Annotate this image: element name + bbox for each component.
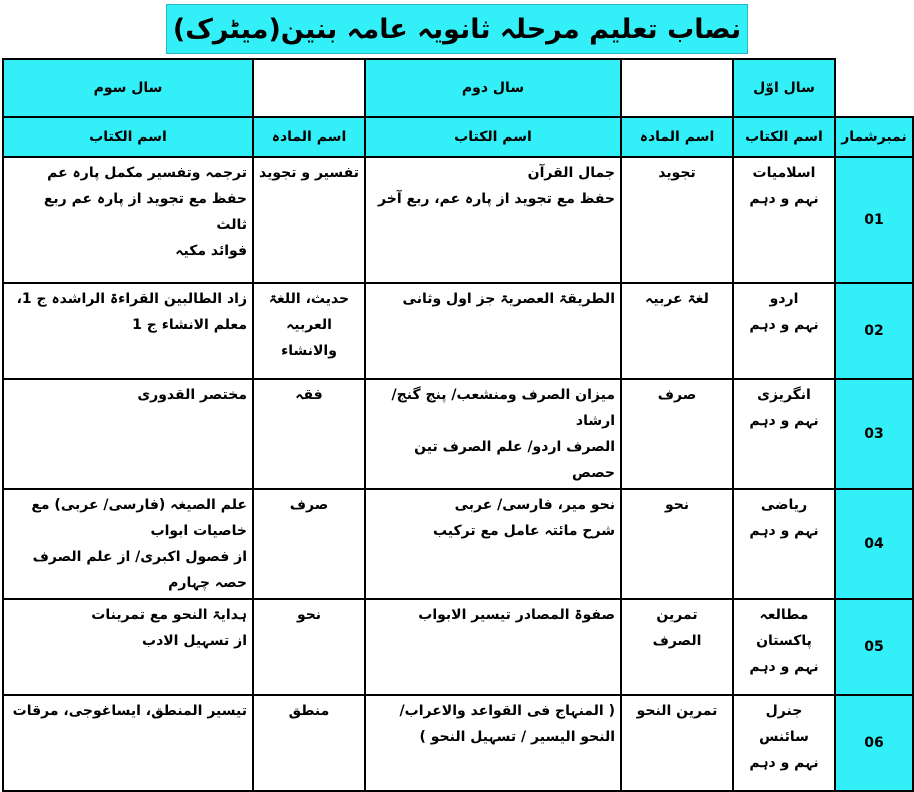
subject-cell-year1 <box>733 695 835 791</box>
row-number-cell: 03 <box>835 379 913 489</box>
subject-cell-year2 <box>621 599 733 695</box>
cell-text-line: النحو الیسیر / تسہیل النحو ) <box>419 729 615 745</box>
col-header-book-3: اسم الکتاب <box>3 117 253 157</box>
cell-text-line: معلم الانشاء ج 1 <box>132 317 247 333</box>
cell-text-line: نہم و دہم <box>749 523 819 539</box>
cell-text-line: صرف <box>657 387 697 403</box>
cell-text-line: ( المنہاج فی القواعد والاعراب/ <box>399 703 615 719</box>
cell-text-line: صفوۃ المصادر تیسیر الابواب <box>418 607 615 623</box>
row-number-cell: 06 <box>835 695 913 791</box>
empty-header-cell <box>621 59 733 117</box>
cell-text-line: الصرف اردو/ علم الصرف تین حصص <box>414 439 615 481</box>
book-cell-year2 <box>365 599 621 695</box>
table-row <box>3 489 913 599</box>
cell-text-line: نہم و دہم <box>749 191 819 207</box>
book-cell-year3 <box>3 157 253 283</box>
year-second-header: سال دوم <box>365 59 621 117</box>
subject-cell-year1 <box>733 379 835 489</box>
table-row <box>3 157 913 283</box>
empty-corner-cell <box>835 59 913 117</box>
cell-text-line: نہم و دہم <box>749 317 819 333</box>
year-third-header: سال سوم <box>3 59 253 117</box>
cell-text-line: اردو <box>769 291 799 307</box>
subject-cell-year3 <box>253 379 365 489</box>
cell-text-line: علم الصیغہ (فارسی/ عربی) مع خاصیات ابواب <box>31 497 247 539</box>
cell-text-line: حفظ مع تجوید از پارہ عم، ربع آخر <box>378 191 615 207</box>
col-header-book-2: اسم الکتاب <box>365 117 621 157</box>
cell-text-line: صرف <box>289 497 329 513</box>
cell-text-line: ریاضی <box>760 497 808 513</box>
book-cell-year3 <box>3 695 253 791</box>
row-number-cell: 04 <box>835 489 913 599</box>
subject-cell-year3 <box>253 489 365 599</box>
year-first-header: سال اوّل <box>733 59 835 117</box>
book-cell-year2 <box>365 695 621 791</box>
cell-text-line: میزان الصرف ومنشعب/ پنج گنج/ ارشاد <box>391 387 615 429</box>
book-cell-year2 <box>365 489 621 599</box>
col-header-subject-3: اسم المادہ <box>253 117 365 157</box>
subject-cell-year3 <box>253 283 365 379</box>
page-title: نصاب تعلیم مرحلہ ثانویہ عامہ بنین(میٹرک) <box>166 4 748 54</box>
cell-text-line: جنرل سائنس <box>759 703 809 745</box>
subject-cell-year3 <box>253 599 365 695</box>
book-cell-year2 <box>365 157 621 283</box>
row-number-cell: 02 <box>835 283 913 379</box>
table-row <box>3 599 913 695</box>
subject-cell-year1 <box>733 157 835 283</box>
cell-text-line: مختصر القدوری <box>137 387 247 403</box>
subject-cell-year2 <box>621 157 733 283</box>
cell-text-line: اسلامیات <box>752 165 816 181</box>
book-cell-year3 <box>3 379 253 489</box>
cell-text-line: الطریقۃ العصریۃ جز اول وثانی <box>402 291 615 307</box>
table-row <box>3 283 913 379</box>
col-header-book-1: اسم الکتاب <box>733 117 835 157</box>
book-cell-year2 <box>365 379 621 489</box>
subject-cell-year3 <box>253 157 365 283</box>
cell-text-line: نہم و دہم <box>749 755 819 771</box>
cell-text-line: حفظ مع تجوید از پارہ عم ربع ثالث <box>43 191 247 233</box>
empty-header-cell <box>253 59 365 117</box>
cell-text-line: تیسیر المنطق، ایساغوجی، مرقات <box>12 703 247 719</box>
table-row <box>3 379 913 489</box>
cell-text-line: از فصول اکبری/ از علم الصرف حصہ چہارم <box>32 549 247 591</box>
table-row <box>3 695 913 791</box>
cell-text-line: از تسہیل الادب <box>142 633 247 649</box>
cell-text-line: لغۃ عربیہ <box>645 291 709 307</box>
cell-text-line: فقہ <box>295 387 323 403</box>
col-header-number: نمبرشمار <box>835 117 913 157</box>
row-number-cell: 01 <box>835 157 913 283</box>
cell-text-line: جمال القرآن <box>527 165 615 181</box>
book-cell-year3 <box>3 599 253 695</box>
cell-text-line: منطق <box>288 703 330 719</box>
cell-text-line: نحو <box>664 497 690 513</box>
cell-text-line: مطالعہ پاکستان <box>756 607 812 649</box>
cell-text-line: فوائد مکیہ <box>175 243 247 259</box>
cell-text-line: حدیث، اللغۃ <box>268 291 350 307</box>
cell-text-line: ترجمہ وتفسیر مکمل پارہ عم <box>47 165 247 181</box>
subject-cell-year1 <box>733 489 835 599</box>
cell-text-line: تمرین النحو <box>636 703 718 719</box>
subject-cell-year1 <box>733 283 835 379</box>
year-header-row <box>3 59 913 117</box>
cell-text-line: انگریزی <box>757 387 811 403</box>
cell-text-line: نہم و دہم <box>749 413 819 429</box>
cell-text-line: تفسیر و تجوید <box>259 165 359 181</box>
book-cell-year3 <box>3 283 253 379</box>
cell-text-line: نحو <box>296 607 322 623</box>
subject-cell-year2 <box>621 695 733 791</box>
row-number-cell: 05 <box>835 599 913 695</box>
cell-text-line: ہدایۃ النحو مع تمرینات <box>91 607 247 623</box>
col-header-subject-2: اسم المادہ <box>621 117 733 157</box>
cell-text-line: شرح مائتہ عامل مع ترکیب <box>432 523 615 539</box>
subject-cell-year3 <box>253 695 365 791</box>
book-cell-year2 <box>365 283 621 379</box>
subject-cell-year2 <box>621 379 733 489</box>
book-cell-year3 <box>3 489 253 599</box>
subject-cell-year2 <box>621 283 733 379</box>
cell-text-line: نحو میر، فارسی/ عربی <box>454 497 615 513</box>
column-header-row <box>3 117 913 157</box>
cell-text-line: نہم و دہم <box>749 659 819 675</box>
cell-text-line: الصرف <box>652 633 702 649</box>
syllabus-table <box>2 58 914 792</box>
cell-text-line: زاد الطالبین القراءۃ الراشدہ ج 1، <box>16 291 247 307</box>
cell-text-line: تمرین <box>656 607 698 623</box>
subject-cell-year1 <box>733 599 835 695</box>
subject-cell-year2 <box>621 489 733 599</box>
cell-text-line: العربیہ والانشاء <box>281 317 337 359</box>
cell-text-line: تجوید <box>658 165 696 181</box>
